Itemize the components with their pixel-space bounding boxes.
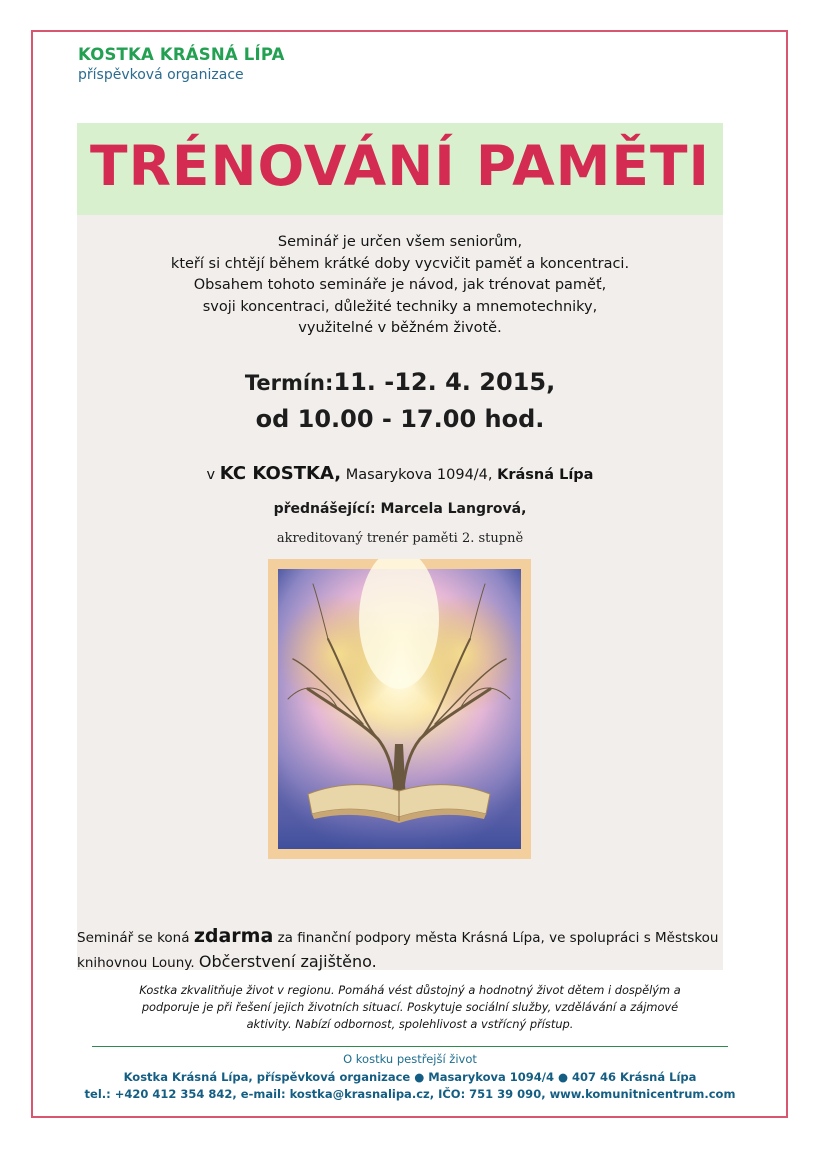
mission-statement [70,982,750,1033]
tree-book-illustration [268,559,531,859]
mission-line: aktivity. Nabízí odbornost, spolehlivost a vstřícný přístup. [246,1017,574,1031]
venue [77,463,723,484]
intro-line: kteří si chtějí během krátké doby vycvičit paměť a koncentraci. [170,255,630,272]
poster-title: TRÉNOVÁNÍ PAMĚTI [90,134,710,198]
schedule-dates: 11. -12. 4. 2015, [333,368,556,396]
lecturer-label: přednášející: [273,501,376,517]
lecturer [77,501,723,517]
footer-contacts: tel.: +420 412 354 842, e-mail: kostka@krasnalipa.cz, IČO: 751 39 090, www.komunitnicentrum.com [84,1087,736,1101]
schedule [77,365,723,436]
free-of-charge: zdarma [193,925,274,947]
mission-line: podporuje je při řešení jejich životních situací. Poskytuje sociální služby, vzdělávání a zájmové [141,1000,679,1014]
intro-line: Seminář je určen všem seniorům, [277,234,523,250]
organization-name: KOSTKA KRÁSNÁ LÍPA [78,45,285,64]
footer [70,1051,750,1104]
mission-line: Kostka zkvalitňuje život v regionu. Pomáhá vést důstojný a hodnotný život dětem i dospělým a [139,983,681,997]
schedule-hours: od 10.00 - 17.00 hod. [255,405,545,433]
organization-header [78,45,285,84]
refreshments: Občerstvení zajištěno. [198,952,377,971]
lecturer-accreditation: akreditovaný trenér paměti 2. stupně [276,531,524,546]
venue-prefix: v [206,467,216,483]
footer-divider [92,1046,728,1047]
intro-line: Obsahem tohoto semináře je návod, jak trénovat paměť, [193,277,607,293]
funding-text-2: za finanční podpory města Krásná Lípa, ve spolupráci s Městskou [277,930,719,946]
venue-town: Krásná Lípa [497,467,594,483]
organization-type: příspěvková organizace [78,66,244,83]
intro-text [110,232,690,340]
intro-line: využitelné v běžném životě. [298,320,502,336]
schedule-label: Termín: [244,371,334,395]
footer-motto: O kostku pestřejší život [343,1052,477,1066]
funding-text-3: knihovnou Louny. [77,955,195,971]
venue-street: Masarykova 1094/4, [345,467,493,483]
lecturer-name: Marcela Langrová, [380,501,527,517]
funding-text-1: Seminář se koná [77,930,190,946]
funding-notice [77,925,737,975]
venue-name: KC KOSTKA, [219,463,342,484]
intro-line: svoji koncentraci, důležité techniky a mnemotechniky, [202,298,598,315]
footer-address: Kostka Krásná Lípa, příspěvková organizace ● Masarykova 1094/4 ● 407 46 Krásná Lípa [123,1069,697,1084]
